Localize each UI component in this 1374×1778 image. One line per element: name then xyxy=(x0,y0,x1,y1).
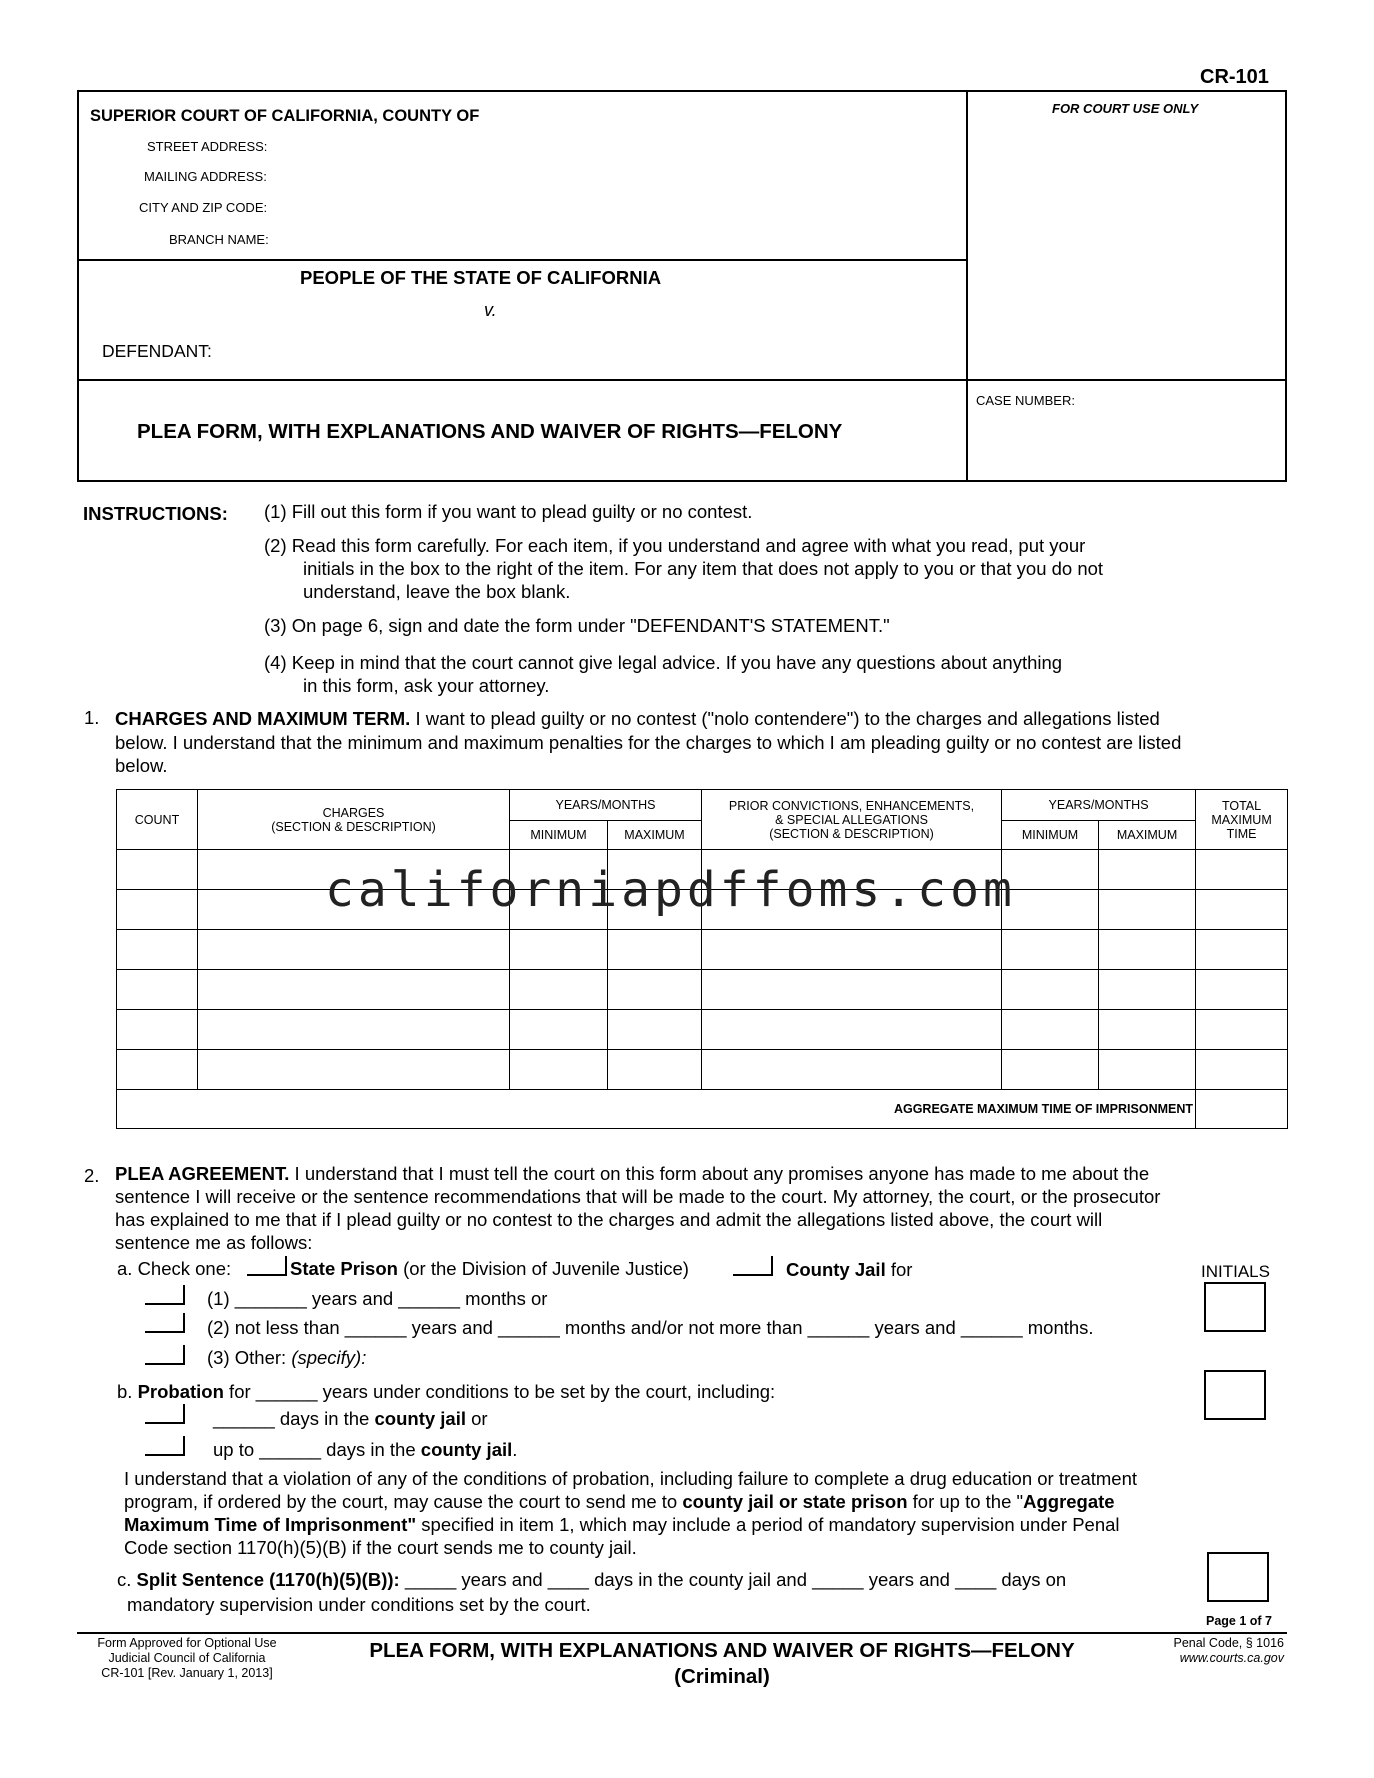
para2-bold: county jail or state prison xyxy=(682,1491,908,1512)
instruction-3: (3) On page 6, sign and date the form under "DEFENDANT'S STATEMENT." xyxy=(264,615,890,636)
footer-title-block xyxy=(332,1638,1112,1690)
cell[interactable] xyxy=(1002,1010,1099,1050)
initials-box-2b[interactable] xyxy=(1204,1370,1266,1420)
item1-heading: CHARGES AND MAXIMUM TERM. xyxy=(115,708,411,729)
item2-line2: sentence I will receive or the sentence recommendations that will be made to the court. My attorney, the court, or the prosecutor xyxy=(115,1186,1161,1207)
cell[interactable] xyxy=(510,1050,608,1090)
para3-rest: specified in item 1, which may include a period of mandatory supervision under Penal xyxy=(416,1514,1120,1535)
state-prison-note: (or the Division of Juvenile Justice) xyxy=(397,1258,689,1279)
cell[interactable] xyxy=(608,970,702,1010)
footer-rule xyxy=(77,1632,1287,1634)
item1-line2: below. I understand that the minimum and maximum penalties for the charges to which I am pleading guilty or no contest are listed xyxy=(115,732,1182,753)
cell[interactable] xyxy=(198,970,510,1010)
item1-line3: below. xyxy=(115,755,168,776)
col-years-months-2: YEARS/MONTHS xyxy=(1002,790,1196,821)
probation-para-4: Code section 1170(h)(5)(B) if the court sends me to county jail. xyxy=(124,1537,637,1558)
initials-box-2c[interactable] xyxy=(1207,1552,1269,1602)
branch-name-label: BRANCH NAME: xyxy=(169,232,269,247)
item2b-label: b. xyxy=(117,1381,138,1402)
para2-mid: for up to the " xyxy=(907,1491,1024,1512)
footer-right xyxy=(1100,1636,1284,1666)
cell[interactable] xyxy=(1099,1050,1196,1090)
option-b2-bold: county jail xyxy=(420,1439,513,1460)
item2a-label: a. Check one: xyxy=(117,1258,232,1279)
county-jail-checkbox[interactable] xyxy=(733,1256,773,1276)
form-title: PLEA FORM, WITH EXPLANATIONS AND WAIVER OF RIGHTS—FELONY xyxy=(137,420,843,443)
cell[interactable] xyxy=(702,1050,1002,1090)
street-address-label: STREET ADDRESS: xyxy=(147,139,268,154)
option-a3-checkbox[interactable] xyxy=(145,1345,185,1365)
item2c-label: c. xyxy=(117,1569,137,1590)
cell[interactable] xyxy=(1196,1050,1288,1090)
footer-title: PLEA FORM, WITH EXPLANATIONS AND WAIVER OF RIGHTS—FELONY xyxy=(369,1639,1075,1662)
state-prison-checkbox[interactable] xyxy=(247,1256,287,1276)
col-prior xyxy=(702,790,1002,850)
footer-left xyxy=(77,1636,297,1681)
cell[interactable] xyxy=(117,850,198,890)
col-charges-l2: (SECTION & DESCRIPTION) xyxy=(271,819,436,834)
cell[interactable] xyxy=(117,1010,198,1050)
col-charges-l1: CHARGES xyxy=(322,805,385,820)
county-jail-option xyxy=(786,1258,912,1281)
cell[interactable] xyxy=(1196,930,1288,970)
cell[interactable] xyxy=(1002,930,1099,970)
option-a1-text: (1) _______ years and ______ months or xyxy=(207,1288,548,1309)
cell[interactable] xyxy=(702,970,1002,1010)
para2-bold2: Aggregate xyxy=(1023,1491,1115,1512)
cell[interactable] xyxy=(1002,970,1099,1010)
instruction-4a: (4) Keep in mind that the court cannot give legal advice. If you have any questions about anything xyxy=(264,652,1063,673)
option-a1-checkbox[interactable] xyxy=(145,1285,185,1305)
cell[interactable] xyxy=(608,1010,702,1050)
split-sentence-label: Split Sentence (1170(h)(5)(B)): xyxy=(136,1569,400,1590)
option-b1-checkbox[interactable] xyxy=(145,1404,185,1424)
county-jail-for: for xyxy=(885,1259,913,1280)
option-b2-checkbox[interactable] xyxy=(145,1436,185,1456)
state-prison-label: State Prison xyxy=(290,1258,398,1279)
option-a3-text xyxy=(207,1346,366,1369)
cell[interactable] xyxy=(1002,1050,1099,1090)
aggregate-label: AGGREGATE MAXIMUM TIME OF IMPRISONMENT xyxy=(117,1090,1196,1129)
probation-para-3 xyxy=(124,1513,1120,1536)
cell[interactable] xyxy=(117,1050,198,1090)
instruction-4b: in this form, ask your attorney. xyxy=(303,675,550,696)
option-b2-text xyxy=(213,1438,517,1461)
cell[interactable] xyxy=(117,970,198,1010)
item1-line1 xyxy=(115,707,1160,730)
instruction-2b: initials in the box to the right of the item. For any item that does not apply to you or that you do not xyxy=(303,558,1104,579)
col-prior-l1: PRIOR CONVICTIONS, ENHANCEMENTS, xyxy=(728,798,975,813)
footer-rev: CR-101 [Rev. January 1, 2013] xyxy=(101,1666,273,1680)
cell[interactable] xyxy=(1196,890,1288,930)
col-count: COUNT xyxy=(117,790,198,850)
probation-para-1: I understand that a violation of any of the conditions of probation, including failure to complete a drug education or treatment xyxy=(124,1468,1138,1489)
instruction-2a: (2) Read this form carefully. For each item, if you understand and agree with what you read, put your xyxy=(264,535,1086,556)
cell[interactable] xyxy=(608,1050,702,1090)
cell[interactable] xyxy=(1002,890,1099,930)
option-a3-specify: (specify): xyxy=(291,1347,367,1368)
option-b1-pre: ______ days in the xyxy=(213,1408,375,1429)
footer-approved: Form Approved for Optional Use xyxy=(97,1636,277,1650)
cell[interactable] xyxy=(1099,970,1196,1010)
col-max-2: MAXIMUM xyxy=(1099,821,1196,850)
col-years-months-1: YEARS/MONTHS xyxy=(510,790,702,821)
split-sentence-text: _____ years and ____ days in the county jail and _____ years and ____ days on xyxy=(399,1569,1067,1590)
col-prior-l2: & SPECIAL ALLEGATIONS xyxy=(775,812,928,827)
probation-label: Probation xyxy=(137,1381,224,1402)
cell[interactable] xyxy=(608,930,702,970)
col-total-l3: TIME xyxy=(1226,826,1257,841)
court-name: SUPERIOR COURT OF CALIFORNIA, COUNTY OF xyxy=(90,107,480,125)
court-use-only: FOR COURT USE ONLY xyxy=(1052,101,1199,116)
para2-pre: program, if ordered by the court, may cause the court to send me to xyxy=(124,1491,683,1512)
cell[interactable] xyxy=(1196,1010,1288,1050)
para3-bold: Maximum Time of Imprisonment" xyxy=(124,1514,417,1535)
option-a2-text: (2) not less than ______ years and ______ months and/or not more than ______ years and ______ months. xyxy=(207,1317,1094,1338)
item2-line3: has explained to me that if I plead guilty or no contest to the charges and admit the allegations listed above, the court will xyxy=(115,1209,1103,1230)
cell[interactable] xyxy=(702,1010,1002,1050)
instruction-1: (1) Fill out this form if you want to plead guilty or no contest. xyxy=(264,501,753,522)
item2-line4: sentence me as follows: xyxy=(115,1232,313,1253)
cell[interactable] xyxy=(1099,890,1196,930)
col-prior-l3: (SECTION & DESCRIPTION) xyxy=(769,826,934,841)
col-max-1: MAXIMUM xyxy=(608,821,702,850)
option-b1-text xyxy=(213,1407,488,1430)
cell[interactable] xyxy=(1099,850,1196,890)
option-a2-checkbox[interactable] xyxy=(145,1313,185,1333)
charges-table xyxy=(116,789,1288,1129)
cell[interactable] xyxy=(1099,930,1196,970)
cell[interactable] xyxy=(510,930,608,970)
table-row xyxy=(117,1010,1288,1050)
initials-box-2a[interactable] xyxy=(1204,1282,1266,1332)
item1-text1: I want to plead guilty or no contest ("nolo contendere") to the charges and allegations listed xyxy=(410,708,1160,729)
people-title: PEOPLE OF THE STATE OF CALIFORNIA xyxy=(300,267,662,288)
cell[interactable] xyxy=(198,1010,510,1050)
option-b1-bold: county jail xyxy=(374,1408,466,1429)
table-row xyxy=(117,970,1288,1010)
caption-rule-1 xyxy=(77,259,967,261)
item2c-line xyxy=(117,1568,1066,1591)
option-b2-pre: up to ______ days in the xyxy=(213,1439,421,1460)
item2-number: 2. xyxy=(84,1165,100,1186)
cell[interactable] xyxy=(198,1050,510,1090)
form-id: CR-101 xyxy=(1200,66,1269,88)
instruction-2c: understand, leave the box blank. xyxy=(303,581,571,602)
table-row xyxy=(117,1050,1288,1090)
col-total-l2: MAXIMUM xyxy=(1211,812,1272,827)
probation-para-2 xyxy=(124,1490,1115,1513)
col-charges xyxy=(198,790,510,850)
cell[interactable] xyxy=(1196,970,1288,1010)
cell[interactable] xyxy=(117,930,198,970)
watermark: californiapdffoms.com xyxy=(325,862,1016,918)
cell[interactable] xyxy=(1099,1010,1196,1050)
item2-text1: I understand that I must tell the court on this form about any promises anyone has made to me about the xyxy=(289,1163,1150,1184)
item2b-line xyxy=(117,1380,775,1403)
initials-header: INITIALS xyxy=(1201,1262,1270,1281)
col-total-l1: TOTAL xyxy=(1221,798,1262,813)
footer-website[interactable]: www.courts.ca.gov xyxy=(1179,1651,1284,1665)
mailing-address-label: MAILING ADDRESS: xyxy=(144,169,267,184)
footer-criminal: (Criminal) xyxy=(674,1665,770,1688)
versus: v. xyxy=(484,300,497,320)
option-b1-post: or xyxy=(466,1408,488,1429)
cell[interactable] xyxy=(1196,850,1288,890)
table-row xyxy=(117,930,1288,970)
item2c-line2: mandatory supervision under conditions set by the court. xyxy=(127,1594,591,1615)
defendant-label: DEFENDANT: xyxy=(102,341,212,361)
item2-line1 xyxy=(115,1162,1149,1185)
item2-heading: PLEA AGREEMENT. xyxy=(115,1163,290,1184)
cell[interactable] xyxy=(510,970,608,1010)
option-b2-post: . xyxy=(512,1439,518,1460)
cell[interactable] xyxy=(510,1010,608,1050)
footer-council: Judicial Council of California xyxy=(108,1651,266,1665)
aggregate-cell[interactable] xyxy=(1196,1090,1288,1129)
item1-number: 1. xyxy=(84,707,100,728)
city-zip-label: CITY AND ZIP CODE: xyxy=(139,200,268,215)
probation-text: for ______ years under conditions to be set by the court, including: xyxy=(223,1381,776,1402)
col-min-1: MINIMUM xyxy=(510,821,608,850)
county-jail-label: County Jail xyxy=(786,1259,886,1280)
caption-divider xyxy=(966,90,968,482)
page-number: Page 1 of 7 xyxy=(1206,1614,1272,1628)
caption-rule-2 xyxy=(77,379,1287,381)
col-min-2: MINIMUM xyxy=(1002,821,1099,850)
cell[interactable] xyxy=(702,930,1002,970)
footer-penal-code: Penal Code, § 1016 xyxy=(1173,1636,1284,1650)
case-number-label: CASE NUMBER: xyxy=(976,393,1075,408)
option-a3-label: (3) Other: xyxy=(207,1347,292,1368)
cell[interactable] xyxy=(198,930,510,970)
cell[interactable] xyxy=(117,890,198,930)
cell[interactable] xyxy=(1002,850,1099,890)
col-total xyxy=(1196,790,1288,850)
instructions-label: INSTRUCTIONS: xyxy=(83,503,228,524)
state-prison-option xyxy=(290,1257,689,1280)
